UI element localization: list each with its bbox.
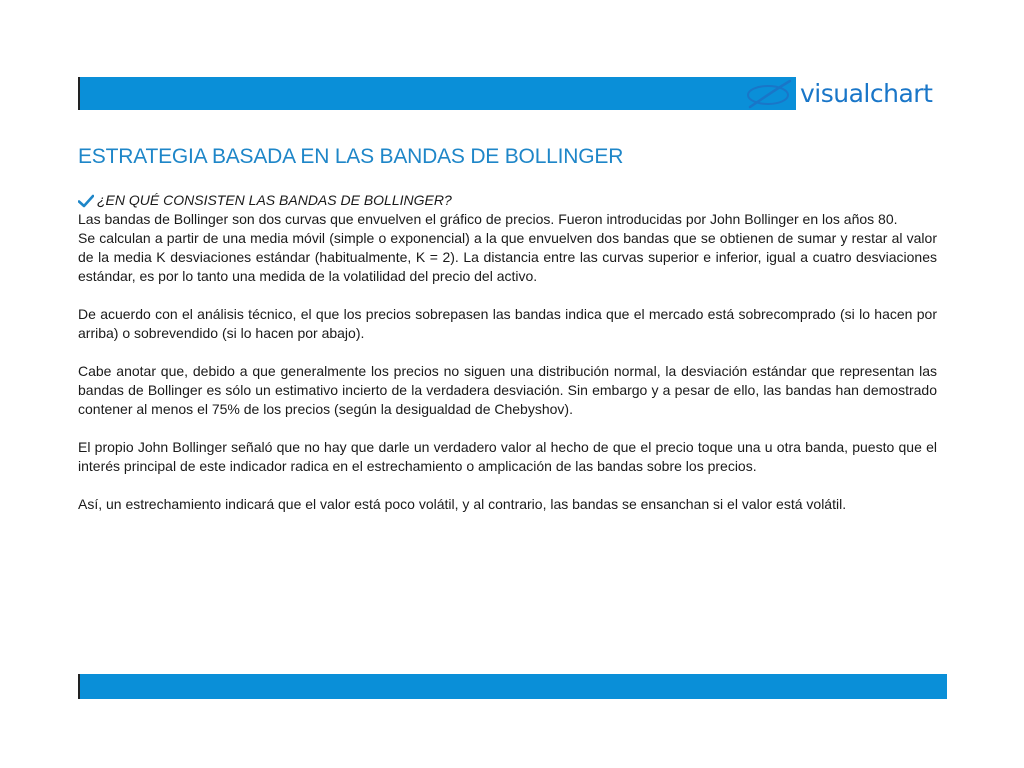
logo-text: visualchart xyxy=(800,79,933,108)
paragraph-calculation: Se calculan a partir de una media móvil (simple o exponencial) a la que envuelven dos bandas que se obtienen de sumar y restar al valor de la media K desviaciones estándar (habitualmente, K = 2). La distancia entre las curvas superior e inferior, igual a cuatro desviaciones estándar, es por lo tanto una medida de la volatilidad del precio del activo. xyxy=(78,230,937,284)
visualchart-logo-icon xyxy=(742,77,798,110)
visualchart-logo xyxy=(742,77,932,110)
page-title: ESTRATEGIA BASADA EN LAS BANDAS DE BOLLINGER xyxy=(78,145,624,168)
section-subtitle-text: ¿EN QUÉ CONSISTEN LAS BANDAS DE BOLLINGER? xyxy=(97,192,452,208)
header-bar-edge xyxy=(78,77,80,110)
paragraph-distribution: Cabe anotar que, debido a que generalmente los precios no siguen una distribución normal, la desviación estándar que representan las bandas de Bollinger es sólo un estimativo incierto de la verdadera desviación. Sin embargo y a pesar de ello, las bandas han demostrado contener al menos el 75% de los precios (según la desigualdad de Chebyshov). xyxy=(78,363,937,417)
section-subtitle xyxy=(78,191,937,210)
footer-bar xyxy=(78,674,947,699)
paragraph-bollinger-note: El propio John Bollinger señaló que no hay que darle un verdadero valor al hecho de que el precio toque una u otra banda, puesto que el interés principal de este indicador radica en el estrechamiento o amplicación de las bandas sobre los precios. xyxy=(78,439,937,474)
content-body xyxy=(78,191,937,514)
paragraph-conclusion: Así, un estrechamiento indicará que el valor está poco volátil, y al contrario, las bandas se ensanchan si el valor está volátil. xyxy=(78,496,847,512)
checkmark-icon xyxy=(78,194,94,208)
paragraph-technical-analysis: De acuerdo con el análisis técnico, el que los precios sobrepasen las bandas indica que el mercado está sobrecomprado (si lo hacen por arriba) o sobrevendido (si lo hacen por abajo). xyxy=(78,306,937,341)
paragraph-intro: Las bandas de Bollinger son dos curvas que envuelven el gráfico de precios. Fueron introducidas por John Bollinger en los años 80. xyxy=(78,211,898,227)
footer-bar-edge xyxy=(78,674,80,699)
header-bar xyxy=(78,77,796,110)
